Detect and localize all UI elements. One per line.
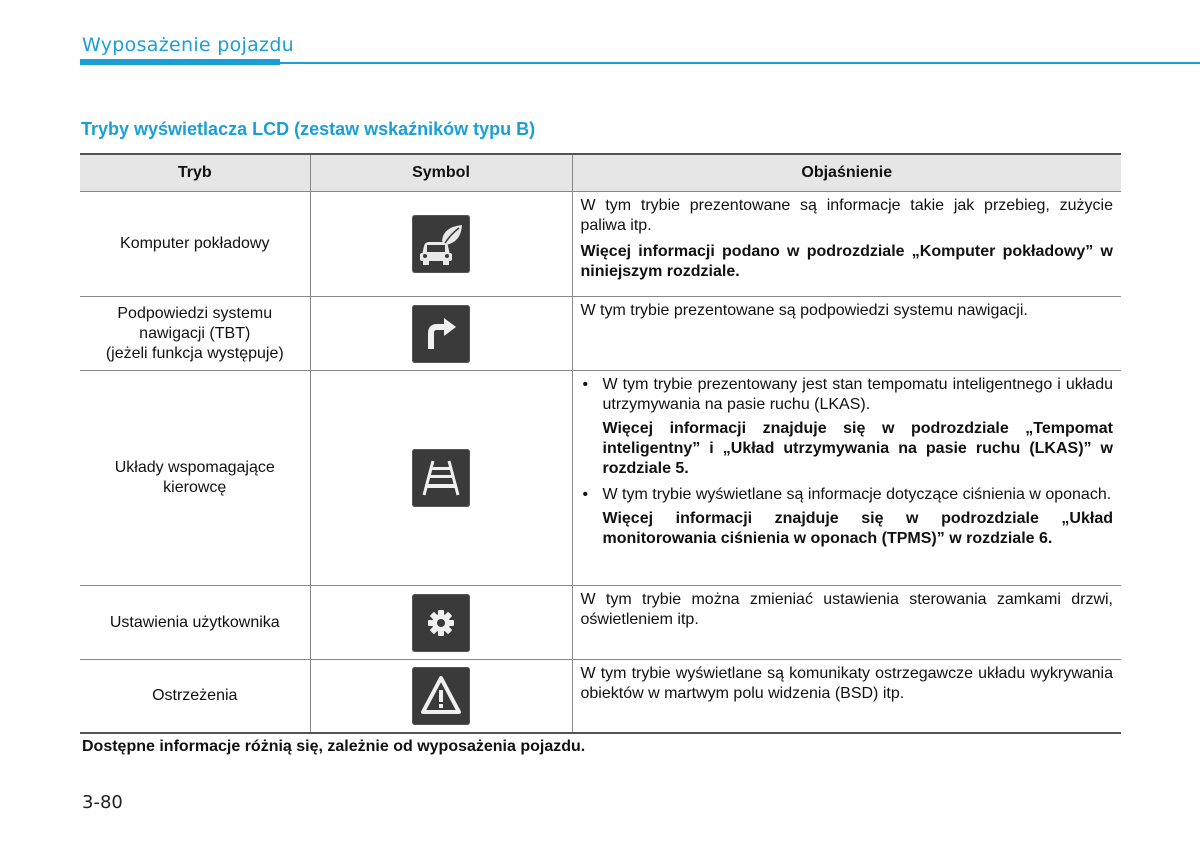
explanation-cell [572,371,1121,586]
explanation-cell [572,192,1121,297]
mode-cell: Komputer pokładowy [80,192,310,297]
explanation-reference: Więcej informacji znajduje się w podrozdziale „Tempomat inteligentny” i „Układ utrzymywania na pasie ruchu (LKAS)” w rozdziale 5. [602,420,1113,477]
section-title: Tryby wyświetlacza LCD (zestaw wskaźników typu B) [81,119,536,139]
bullet-item: • W tym trybie prezentowany jest stan tempomatu inteligentnego i układu utrzymywania na pasie ruchu (LKAS). [581,375,1114,415]
table-row [80,192,1121,297]
header-divider [80,62,1200,64]
table-row [80,586,1121,660]
explanation-cell [572,297,1121,371]
car-leaf-icon [412,215,470,273]
explanation-text: W tym trybie wyświetlane są komunikaty ostrzegawcze układu wykrywania obiektów w martwym polu widzenia (BSD) itp. [580,665,1113,702]
footnote: Dostępne informacje różnią się, zależnie od wyposażenia pojazdu. [82,738,586,755]
column-header-symbol: Symbol [310,154,572,192]
bullet-item: • W tym trybie wyświetlane są informacje dotyczące ciśnienia w oponach. [581,485,1114,505]
explanation-text: W tym trybie prezentowane są informacje takie jak przebieg, zużycie paliwa itp. [580,197,1113,234]
header-title: Wyposażenie pojazdu [82,34,295,56]
mode-line: Podpowiedzi systemu [117,304,273,322]
table-row [80,371,1121,586]
explanation-reference: Więcej informacji znajduje się w podrozdziale „Układ monitorowania ciśnienia w oponach (TPMS)” w rozdziale 6. [602,510,1113,547]
symbol-cell [310,586,572,660]
mode-line: nawigacji (TBT) [139,324,251,342]
table-row [80,297,1121,371]
table-row [80,660,1121,733]
warning-triangle-icon [412,667,470,725]
symbol-cell [310,297,572,371]
explanation-text: W tym trybie prezentowane są podpowiedzi systemu nawigacji. [580,302,1028,319]
symbol-cell [310,371,572,586]
mode-cell: Ustawienia użytkownika [80,586,310,660]
mode-line: Układy wspomagające [114,459,275,476]
mode-cell [80,371,310,586]
explanation-cell [572,586,1121,660]
explanation-text: W tym trybie można zmieniać ustawienia sterowania zamkami drzwi, oświetleniem itp. [580,591,1113,628]
lane-road-icon [412,449,470,507]
table-header-row [80,154,1121,192]
column-header-mode: Tryb [80,154,310,192]
gear-icon [412,594,470,652]
symbol-cell [310,660,572,733]
explanation-cell [572,660,1121,733]
turn-right-arrow-icon [412,305,470,363]
mode-line: (jeżeli funkcja występuje) [105,344,284,362]
column-header-explanation: Objaśnienie [572,154,1121,192]
modes-table [80,153,1121,734]
mode-line: kierowcę [163,479,227,496]
symbol-cell [310,192,572,297]
explanation-reference: Więcej informacji podano w podrozdziale „Komputer pokładowy” w niniejszym rozdziale. [580,243,1113,280]
page-number: 3-80 [82,792,123,813]
mode-cell [80,297,310,371]
mode-cell: Ostrzeżenia [80,660,310,733]
